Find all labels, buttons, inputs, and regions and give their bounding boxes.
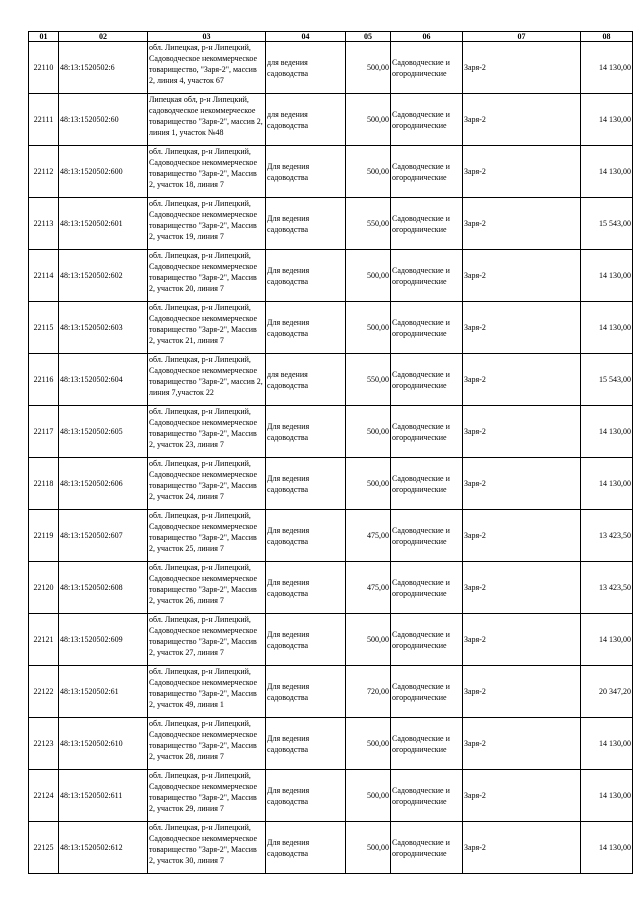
group-name-cell: Заря-2 bbox=[463, 614, 581, 666]
row-id-cell: 22115 bbox=[29, 302, 59, 354]
group-name-cell: Заря-2 bbox=[463, 666, 581, 718]
area-cell: 500,00 bbox=[346, 718, 391, 770]
cadastral-number-cell: 48:13:1520502:612 bbox=[59, 822, 148, 874]
permitted-use-cell: Для ведения садоводства bbox=[266, 510, 346, 562]
area-cell: 550,00 bbox=[346, 198, 391, 250]
address-text: обл. Липецкая, р-н Липецкий, Садоводческое некоммерческое товарищество "Заря-2", Массив 2, участок 49, линия 1 bbox=[149, 667, 258, 709]
table-row bbox=[29, 94, 633, 146]
group-name-cell: Заря-2 bbox=[463, 718, 581, 770]
address-cell bbox=[148, 666, 266, 718]
row-id-cell: 22123 bbox=[29, 718, 59, 770]
col-header-04: 04 bbox=[266, 32, 346, 42]
address-text: обл. Липецкая, р-н Липецкий, Садоводческое некоммерческое товарищество "Заря-2", Массив 2, участок 29, линия 7 bbox=[149, 771, 258, 813]
col-header-06: 06 bbox=[391, 32, 463, 42]
cadastral-number-cell: 48:13:1520502:601 bbox=[59, 198, 148, 250]
address-text: обл. Липецкая, р-н Липецкий, Садоводческое некоммерческое товарищество "Заря-2", Массив 2, участок 19, линия 7 bbox=[149, 199, 258, 241]
table-row bbox=[29, 822, 633, 874]
cadastral-value-cell: 14 130,00 bbox=[581, 406, 633, 458]
table-row bbox=[29, 406, 633, 458]
area-cell: 500,00 bbox=[346, 822, 391, 874]
area-cell: 500,00 bbox=[346, 614, 391, 666]
row-id-cell: 22117 bbox=[29, 406, 59, 458]
permitted-use-cell: Для ведения садоводства bbox=[266, 198, 346, 250]
permitted-use-cell: Для ведения садоводства bbox=[266, 250, 346, 302]
cadastral-value-cell: 20 347,20 bbox=[581, 666, 633, 718]
address-text: обл. Липецкая, р-н Липецкий, Садоводческое некоммерческое товарищество "Заря-2", Массив 2, участок 21, линия 7 bbox=[149, 303, 258, 345]
permitted-use-cell: Для ведения садоводства bbox=[266, 458, 346, 510]
land-category-cell: Садоводческие и огороднические bbox=[391, 822, 463, 874]
col-header-03: 03 bbox=[148, 32, 266, 42]
cadastral-value-cell: 14 130,00 bbox=[581, 94, 633, 146]
address-cell bbox=[148, 146, 266, 198]
group-name-cell: Заря-2 bbox=[463, 458, 581, 510]
area-cell: 500,00 bbox=[346, 146, 391, 198]
cadastral-value-cell: 13 423,50 bbox=[581, 562, 633, 614]
row-id-cell: 22116 bbox=[29, 354, 59, 406]
table-row bbox=[29, 770, 633, 822]
area-cell: 500,00 bbox=[346, 770, 391, 822]
land-category-cell: Садоводческие и огороднические bbox=[391, 770, 463, 822]
area-cell: 720,00 bbox=[346, 666, 391, 718]
address-cell bbox=[148, 510, 266, 562]
group-name-cell: Заря-2 bbox=[463, 302, 581, 354]
address-cell bbox=[148, 822, 266, 874]
group-name-cell: Заря-2 bbox=[463, 198, 581, 250]
table-row bbox=[29, 718, 633, 770]
table-row bbox=[29, 146, 633, 198]
address-cell bbox=[148, 562, 266, 614]
address-cell bbox=[148, 302, 266, 354]
address-cell bbox=[148, 42, 266, 94]
area-cell: 500,00 bbox=[346, 94, 391, 146]
header-row bbox=[29, 32, 633, 42]
address-cell bbox=[148, 198, 266, 250]
cadastral-number-cell: 48:13:1520502:611 bbox=[59, 770, 148, 822]
address-text: обл. Липецкая, р-н Липецкий, Садоводческое некоммерческое товарищество "Заря-2", Массив 2, участок 25, линия 7 bbox=[149, 511, 258, 553]
address-cell bbox=[148, 458, 266, 510]
row-id-cell: 22112 bbox=[29, 146, 59, 198]
area-cell: 500,00 bbox=[346, 406, 391, 458]
table-row bbox=[29, 42, 633, 94]
row-id-cell: 22118 bbox=[29, 458, 59, 510]
land-category-cell: Садоводческие и огороднические bbox=[391, 42, 463, 94]
cadastral-value-cell: 13 423,50 bbox=[581, 510, 633, 562]
row-id-cell: 22122 bbox=[29, 666, 59, 718]
land-category-cell: Садоводческие и огороднические bbox=[391, 614, 463, 666]
table-row bbox=[29, 302, 633, 354]
table-row bbox=[29, 458, 633, 510]
address-text: обл. Липецкая, р-н Липецкий, Садоводческое некоммерческое товарищество "Заря-2", Массив 2, участок 28, линия 7 bbox=[149, 719, 258, 761]
group-name-cell: Заря-2 bbox=[463, 250, 581, 302]
address-text: обл. Липецкая, р-н Липецкий, Садоводческое некоммерческое товарищество "Заря-2", Массив 2, участок 26, линия 7 bbox=[149, 563, 258, 605]
cadastral-value-cell: 14 130,00 bbox=[581, 146, 633, 198]
cadastral-number-cell: 48:13:1520502:608 bbox=[59, 562, 148, 614]
col-header-07: 07 bbox=[463, 32, 581, 42]
cadastral-value-cell: 15 543,00 bbox=[581, 198, 633, 250]
permitted-use-cell: для ведения садоводства bbox=[266, 94, 346, 146]
address-text: обл. Липецкая, р-н Липецкий, Садоводческое некоммерческое товарищество "Заря-2", Массив 2, участок 23, линия 7 bbox=[149, 407, 258, 449]
address-text: обл. Липецкая, р-н Липецкий, Садоводческое некоммерческое товарищество "Заря-2", Массив 2, участок 18, линия 7 bbox=[149, 147, 258, 189]
cadastral-number-cell: 48:13:1520502:600 bbox=[59, 146, 148, 198]
address-cell bbox=[148, 718, 266, 770]
land-category-cell: Садоводческие и огороднические bbox=[391, 458, 463, 510]
group-name-cell: Заря-2 bbox=[463, 146, 581, 198]
address-text: обл. Липецкая, р-н Липецкий, Садоводческое некоммерческое товарищество "Заря-2", Массив 2, участок 20, линия 7 bbox=[149, 251, 258, 293]
col-header-08: 08 bbox=[581, 32, 633, 42]
table-row bbox=[29, 250, 633, 302]
group-name-cell: Заря-2 bbox=[463, 406, 581, 458]
table-row bbox=[29, 562, 633, 614]
address-cell bbox=[148, 614, 266, 666]
group-name-cell: Заря-2 bbox=[463, 822, 581, 874]
permitted-use-cell: Для ведения садоводства bbox=[266, 614, 346, 666]
cadastral-number-cell: 48:13:1520502:6 bbox=[59, 42, 148, 94]
area-cell: 500,00 bbox=[346, 458, 391, 510]
permitted-use-cell: Для ведения садоводства bbox=[266, 146, 346, 198]
row-id-cell: 22124 bbox=[29, 770, 59, 822]
land-category-cell: Садоводческие и огороднические bbox=[391, 198, 463, 250]
group-name-cell: Заря-2 bbox=[463, 770, 581, 822]
cadastral-value-cell: 14 130,00 bbox=[581, 250, 633, 302]
permitted-use-cell: для ведения садоводства bbox=[266, 42, 346, 94]
area-cell: 550,00 bbox=[346, 354, 391, 406]
row-id-cell: 22121 bbox=[29, 614, 59, 666]
cadastral-number-cell: 48:13:1520502:609 bbox=[59, 614, 148, 666]
address-text: обл. Липецкая, р-н Липецкий, Садоводческое некоммерческое товарищество "Заря-2", Массив 2, участок 27, линия 7 bbox=[149, 615, 258, 657]
area-cell: 500,00 bbox=[346, 302, 391, 354]
land-category-cell: Садоводческие и огороднические bbox=[391, 718, 463, 770]
area-cell: 475,00 bbox=[346, 510, 391, 562]
cadastral-number-cell: 48:13:1520502:60 bbox=[59, 94, 148, 146]
cadastral-value-table bbox=[28, 31, 633, 874]
group-name-cell: Заря-2 bbox=[463, 94, 581, 146]
cadastral-number-cell: 48:13:1520502:605 bbox=[59, 406, 148, 458]
address-text: Липецкая обл, р-н Липецкий, садоводческое некоммерческое товарищество "Заря-2", массив 2, линия 1, участок №48 bbox=[149, 95, 263, 137]
land-category-cell: Садоводческие и огороднические bbox=[391, 562, 463, 614]
land-category-cell: Садоводческие и огороднические bbox=[391, 94, 463, 146]
col-header-02: 02 bbox=[59, 32, 148, 42]
permitted-use-cell: Для ведения садоводства bbox=[266, 406, 346, 458]
cadastral-value-cell: 14 130,00 bbox=[581, 770, 633, 822]
address-cell bbox=[148, 406, 266, 458]
cadastral-value-cell: 14 130,00 bbox=[581, 42, 633, 94]
permitted-use-cell: Для ведения садоводства bbox=[266, 666, 346, 718]
cadastral-value-cell: 15 543,00 bbox=[581, 354, 633, 406]
table-row bbox=[29, 354, 633, 406]
cadastral-number-cell: 48:13:1520502:607 bbox=[59, 510, 148, 562]
group-name-cell: Заря-2 bbox=[463, 354, 581, 406]
address-cell bbox=[148, 354, 266, 406]
cadastral-value-cell: 14 130,00 bbox=[581, 718, 633, 770]
row-id-cell: 22125 bbox=[29, 822, 59, 874]
row-id-cell: 22120 bbox=[29, 562, 59, 614]
cadastral-number-cell: 48:13:1520502:61 bbox=[59, 666, 148, 718]
row-id-cell: 22114 bbox=[29, 250, 59, 302]
cadastral-value-cell: 14 130,00 bbox=[581, 302, 633, 354]
group-name-cell: Заря-2 bbox=[463, 562, 581, 614]
cadastral-value-cell: 14 130,00 bbox=[581, 822, 633, 874]
permitted-use-cell: Для ведения садоводства bbox=[266, 822, 346, 874]
permitted-use-cell: Для ведения садоводства bbox=[266, 562, 346, 614]
row-id-cell: 22113 bbox=[29, 198, 59, 250]
land-category-cell: Садоводческие и огороднические bbox=[391, 354, 463, 406]
permitted-use-cell: Для ведения садоводства bbox=[266, 302, 346, 354]
land-category-cell: Садоводческие и огороднические bbox=[391, 250, 463, 302]
table-row bbox=[29, 666, 633, 718]
land-category-cell: Садоводческие и огороднические bbox=[391, 666, 463, 718]
area-cell: 475,00 bbox=[346, 562, 391, 614]
address-text: обл. Липецкая, р-н Липецкий, Садоводческое некоммерческое товарищество "Заря-2", Массив 2, участок 24, линия 7 bbox=[149, 459, 258, 501]
row-id-cell: 22111 bbox=[29, 94, 59, 146]
permitted-use-cell: для ведения садоводства bbox=[266, 354, 346, 406]
table-row bbox=[29, 510, 633, 562]
land-category-cell: Садоводческие и огороднические bbox=[391, 406, 463, 458]
col-header-05: 05 bbox=[346, 32, 391, 42]
address-text: обл. Липецкая, р-н Липецкий, Садоводческое некоммерческое товарищество, "Заря-2", массив 2, линия 4, участок 67 bbox=[149, 43, 258, 85]
table-row bbox=[29, 198, 633, 250]
table-row bbox=[29, 614, 633, 666]
land-category-cell: Садоводческие и огороднические bbox=[391, 146, 463, 198]
land-category-cell: Садоводческие и огороднические bbox=[391, 302, 463, 354]
cadastral-number-cell: 48:13:1520502:603 bbox=[59, 302, 148, 354]
cadastral-number-cell: 48:13:1520502:610 bbox=[59, 718, 148, 770]
row-id-cell: 22110 bbox=[29, 42, 59, 94]
address-cell bbox=[148, 770, 266, 822]
cadastral-value-cell: 14 130,00 bbox=[581, 458, 633, 510]
permitted-use-cell: Для ведения садоводства bbox=[266, 718, 346, 770]
area-cell: 500,00 bbox=[346, 250, 391, 302]
address-text: обл. Липецкая, р-н Липецкий, Садоводческое некоммерческое товарищество "Заря-2", Массив 2, участок 30, линия 7 bbox=[149, 823, 258, 865]
address-cell bbox=[148, 94, 266, 146]
cadastral-number-cell: 48:13:1520502:602 bbox=[59, 250, 148, 302]
permitted-use-cell: Для ведения садоводства bbox=[266, 770, 346, 822]
col-header-01: 01 bbox=[29, 32, 59, 42]
cadastral-number-cell: 48:13:1520502:604 bbox=[59, 354, 148, 406]
cadastral-number-cell: 48:13:1520502:606 bbox=[59, 458, 148, 510]
address-cell bbox=[148, 250, 266, 302]
row-id-cell: 22119 bbox=[29, 510, 59, 562]
address-text: обл. Липецкая, р-н Липецкий, Садоводческое некоммерческое товарищество "Заря-2", массив 2, линия 7,участок 22 bbox=[149, 355, 263, 397]
group-name-cell: Заря-2 bbox=[463, 510, 581, 562]
cadastral-value-cell: 14 130,00 bbox=[581, 614, 633, 666]
group-name-cell: Заря-2 bbox=[463, 42, 581, 94]
land-category-cell: Садоводческие и огороднические bbox=[391, 510, 463, 562]
area-cell: 500,00 bbox=[346, 42, 391, 94]
